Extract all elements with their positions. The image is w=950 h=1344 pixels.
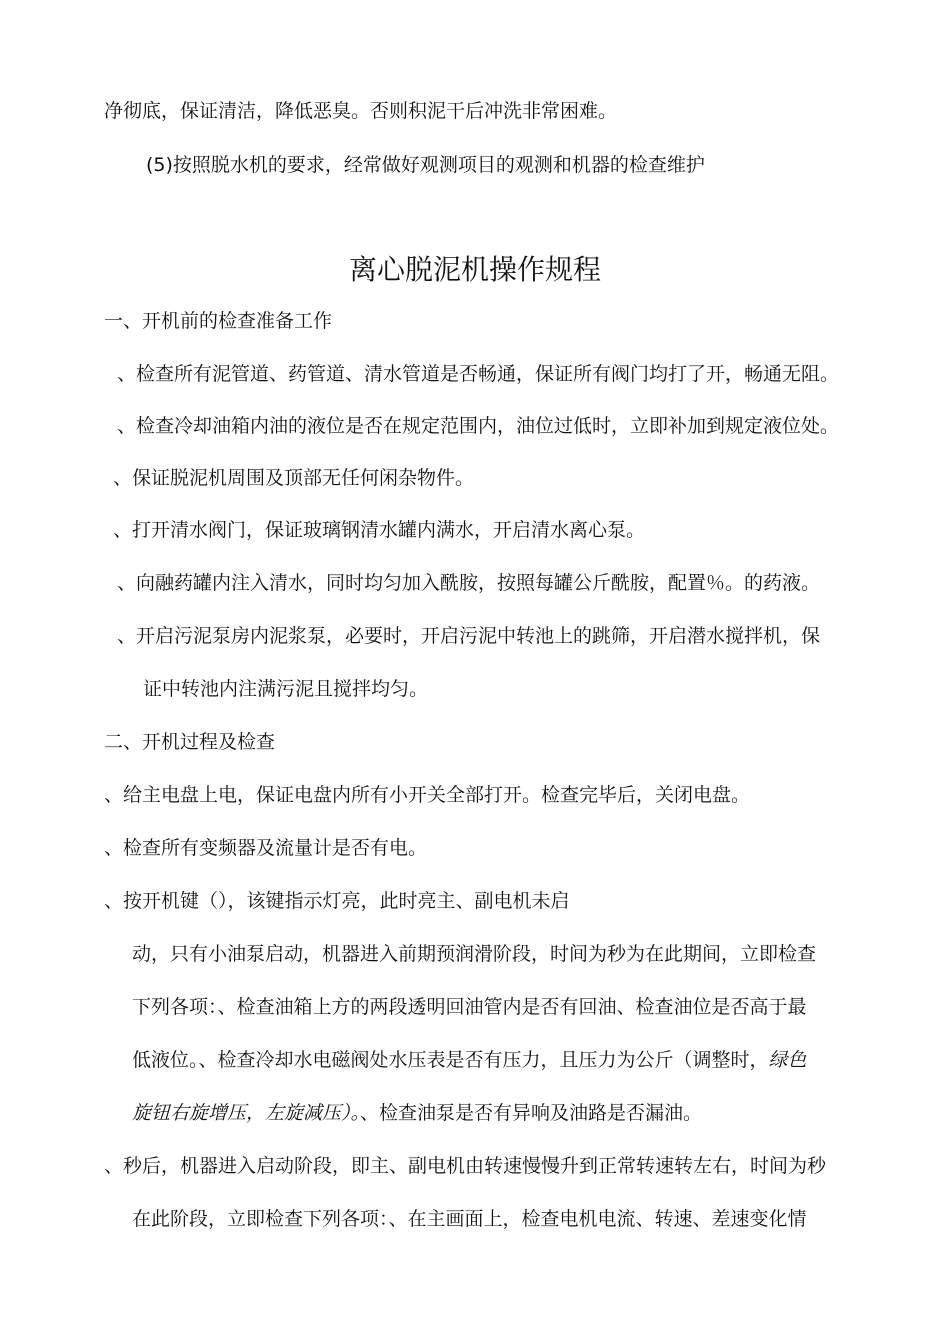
list-item-continuation: [132, 1047, 807, 1073]
page-title: 离心脱泥机操作规程: [348, 253, 601, 286]
list-item: 、向融药罐内注入清水，同时均匀加入酰胺，按照每罐公斤酰胺，配置％。的药液。: [117, 572, 821, 594]
list-item-continuation: 动，只有小油泵启动，机器进入前期预润滑阶段，时间为秒为在此期间，立即检查: [132, 943, 817, 965]
list-item-continuation: 证中转池内注满污泥且搅拌均匀。: [143, 678, 429, 700]
list-item: 、按开机键（），该键指示灯亮，此时亮主、副电机未启: [104, 890, 570, 912]
list-item: 、检查所有泥管道、药管道、清水管道是否畅通，保证所有阀门均打了开，畅通无阻。: [117, 363, 840, 385]
list-item-continuation: [132, 1100, 702, 1126]
list-item: 、秒后，机器进入启动阶段，即主、副电机由转速慢慢升到正常转速转左右，时间为秒: [104, 1155, 827, 1177]
list-item: 、检查所有变频器及流量计是否有电。: [104, 837, 428, 859]
list-item: 、给主电盘上电，保证电盘内所有小开关全部打开。检查完毕后，关闭电盘。: [104, 784, 751, 806]
text-run: 、检查油泵是否有异响及油路是否漏油。: [360, 1102, 703, 1124]
section-heading-2: 二、开机过程及检查: [104, 731, 276, 753]
paragraph-item-5: (5)按照脱水机的要求，经常做好观测项目的观测和机器的检查维护: [146, 154, 705, 176]
section-heading-1: 一、开机前的检查准备工作: [104, 310, 333, 332]
list-item: 、检查冷却油箱内油的液位是否在规定范围内，油位过低时，立即补加到规定液位处。: [117, 415, 840, 437]
text-run-italic: 绿色: [768, 1049, 807, 1071]
text-run-italic: 旋钮右旋增压，左旋减压）。: [132, 1102, 361, 1124]
text-run: 低液位。、检查冷却水电磁阀处水压表是否有压力，且压力为公斤（调整时，: [132, 1049, 769, 1071]
list-item-continuation: 下列各项：、检查油箱上方的两段透明回油管内是否有回油、检查油位是否高于最: [132, 996, 807, 1018]
list-item: 、保证脱泥机周围及顶部无任何闲杂物件。: [113, 467, 475, 489]
list-item: 、开启污泥泵房内泥浆泵，必要时，开启污泥中转池上的跳筛，开启潜水搅拌机，保: [117, 625, 821, 647]
paragraph-continuation: 净彻底，保证清洁，降低恶臭。否则积泥干后冲洗非常困难。: [104, 100, 618, 122]
list-item: 、打开清水阀门，保证玻璃钢清水罐内满水，开启清水离心泵。: [113, 519, 646, 541]
list-item-continuation: 在此阶段，立即检查下列各项：、在主画面上，检查电机电流、转速、差速变化情: [132, 1208, 807, 1230]
